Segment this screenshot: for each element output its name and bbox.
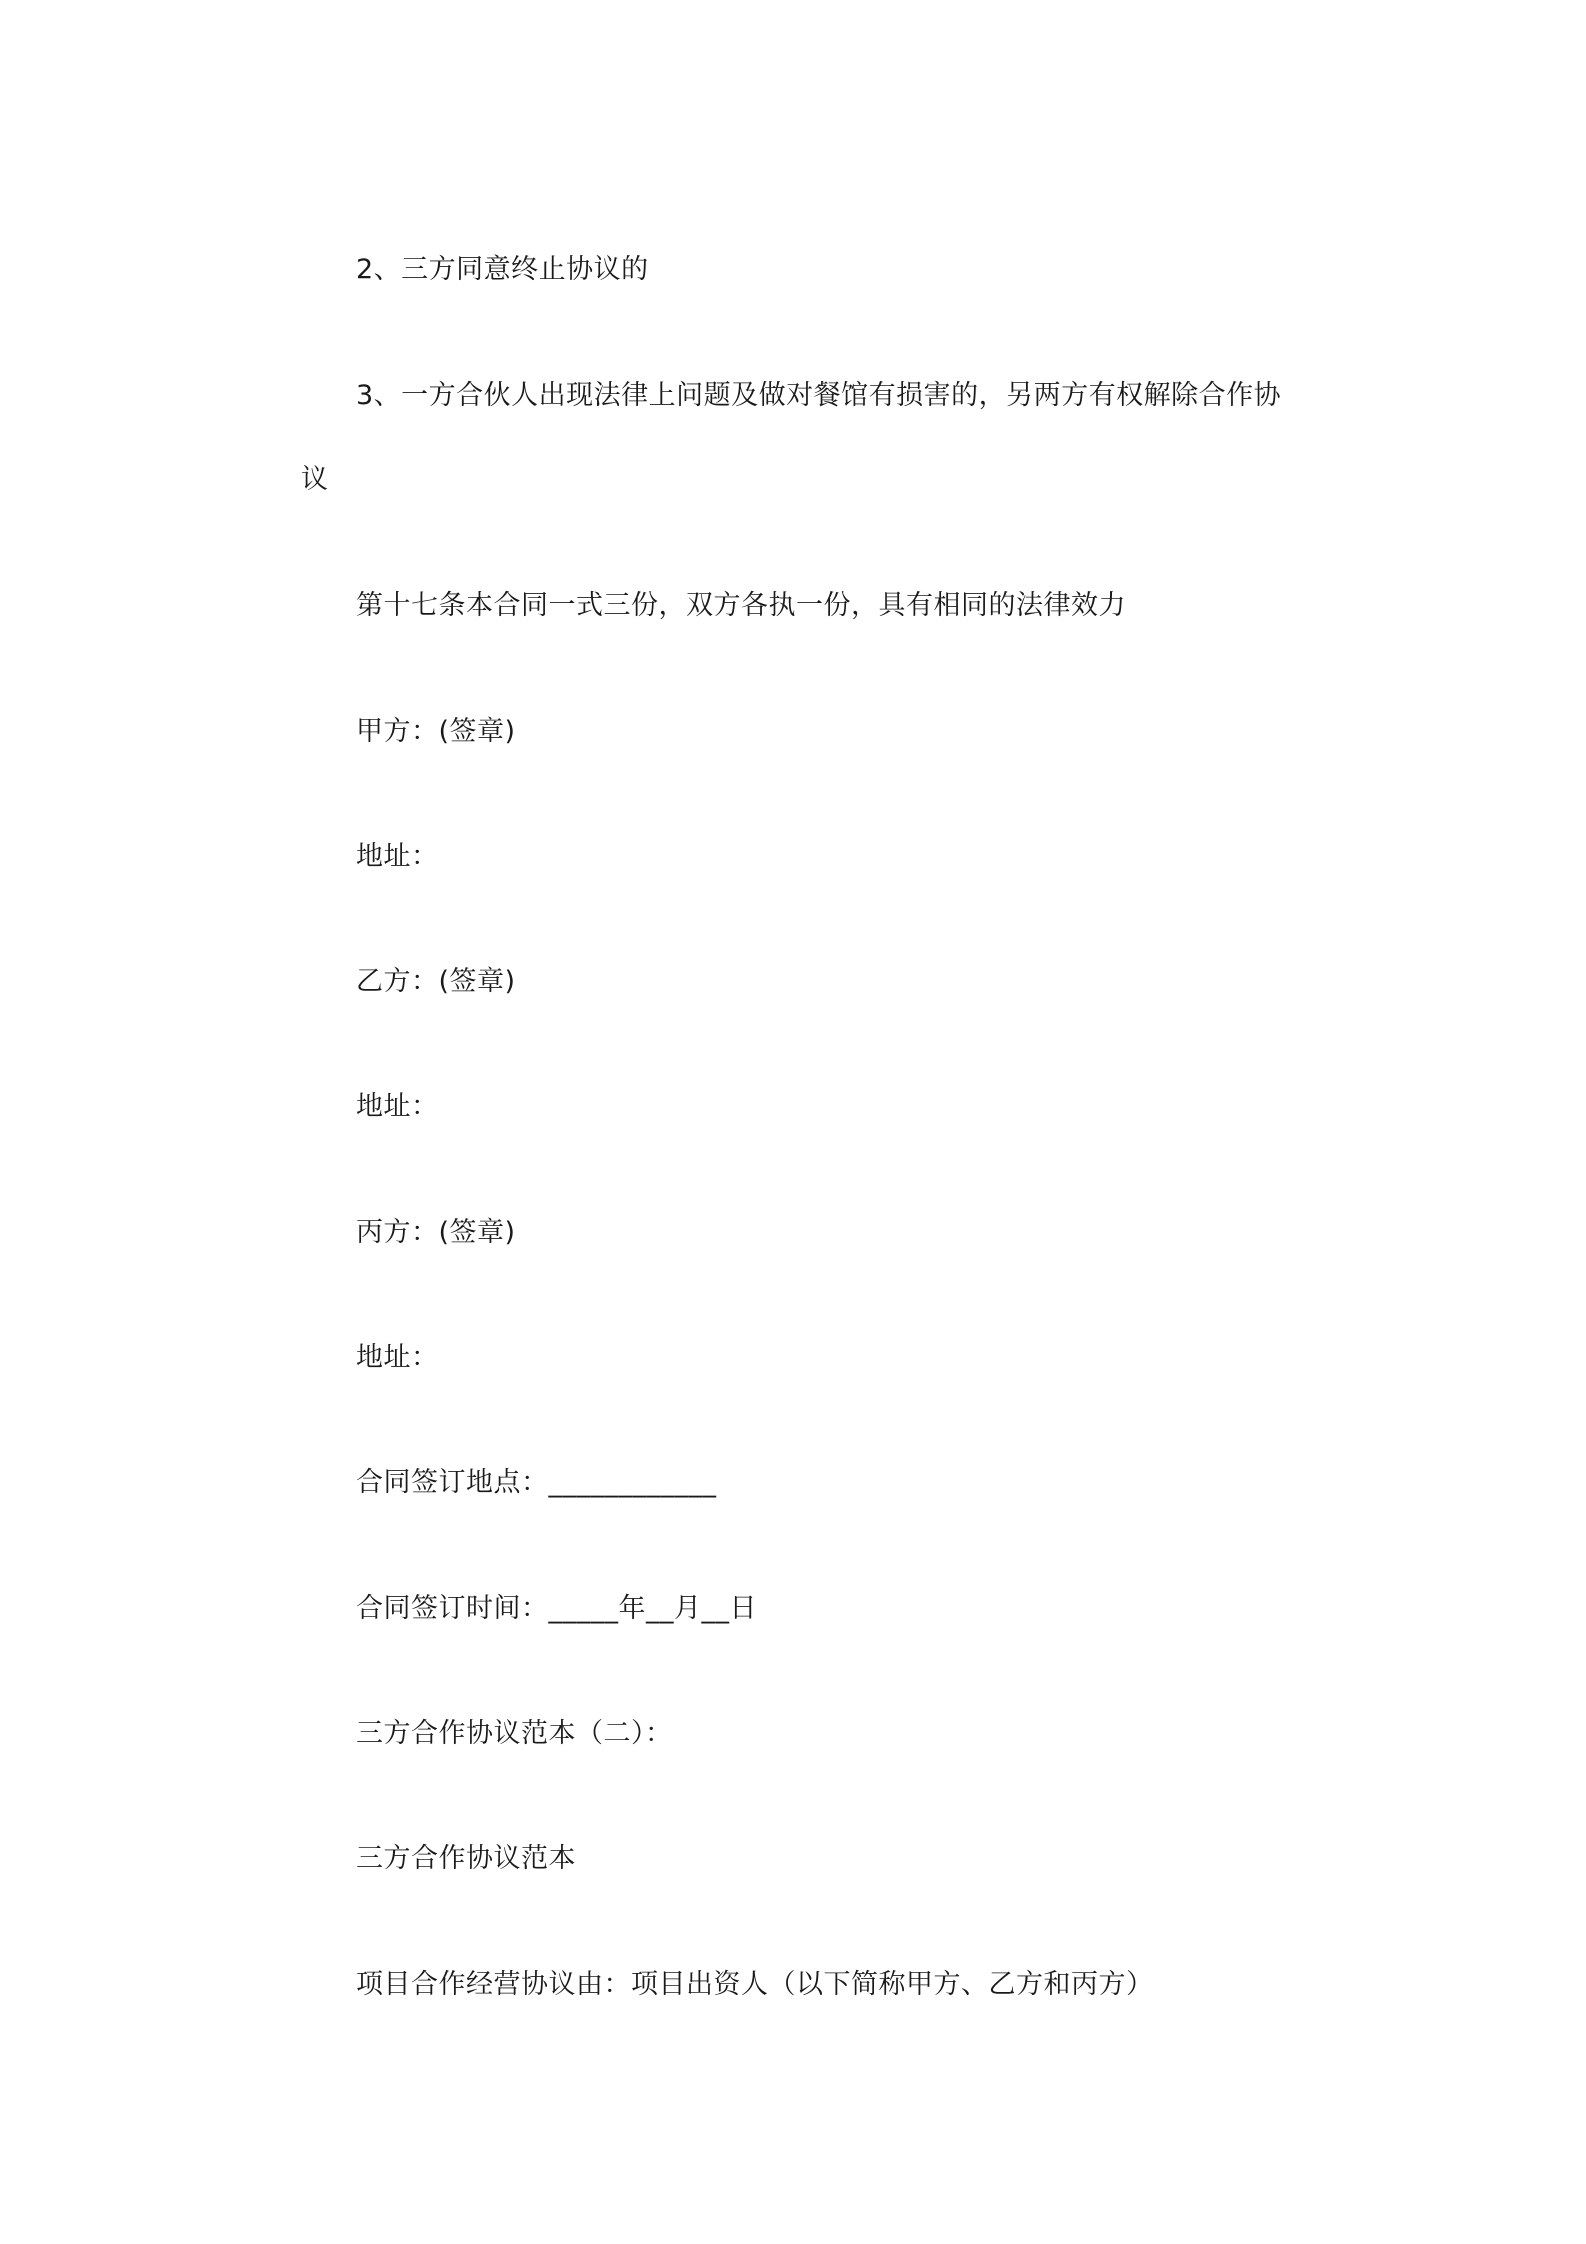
party-a-address: 地址： (356, 841, 439, 872)
party-a-signature: 甲方：(签章) (356, 716, 516, 747)
signing-date: 合同签订时间：_____年__月__日 (356, 1593, 757, 1624)
section-heading-template-2: 三方合作协议范本（二）： (356, 1718, 673, 1749)
party-c-signature: 丙方：(签章) (356, 1217, 516, 1248)
clause-termination-2: 2、三方同意终止协议的 (356, 254, 649, 285)
party-b-signature: 乙方：(签章) (356, 966, 516, 997)
party-c-address: 地址： (356, 1342, 439, 1373)
clause-termination-3: 3、一方合伙人出现法律上问题及做对餐馆有损害的，另两方有权解除合作协 (356, 380, 1282, 411)
clause-termination-3-continued: 议 (301, 464, 329, 495)
article-17: 第十七条本合同一式三份，双方各执一份，具有相同的法律效力 (356, 590, 1126, 621)
signing-place: 合同签订地点：____________ (356, 1467, 717, 1498)
party-b-address: 地址： (356, 1091, 439, 1122)
template-title: 三方合作协议范本 (356, 1843, 576, 1874)
project-agreement-intro: 项目合作经营协议由：项目出资人（以下简称甲方、乙方和丙方） (356, 1969, 1154, 2000)
